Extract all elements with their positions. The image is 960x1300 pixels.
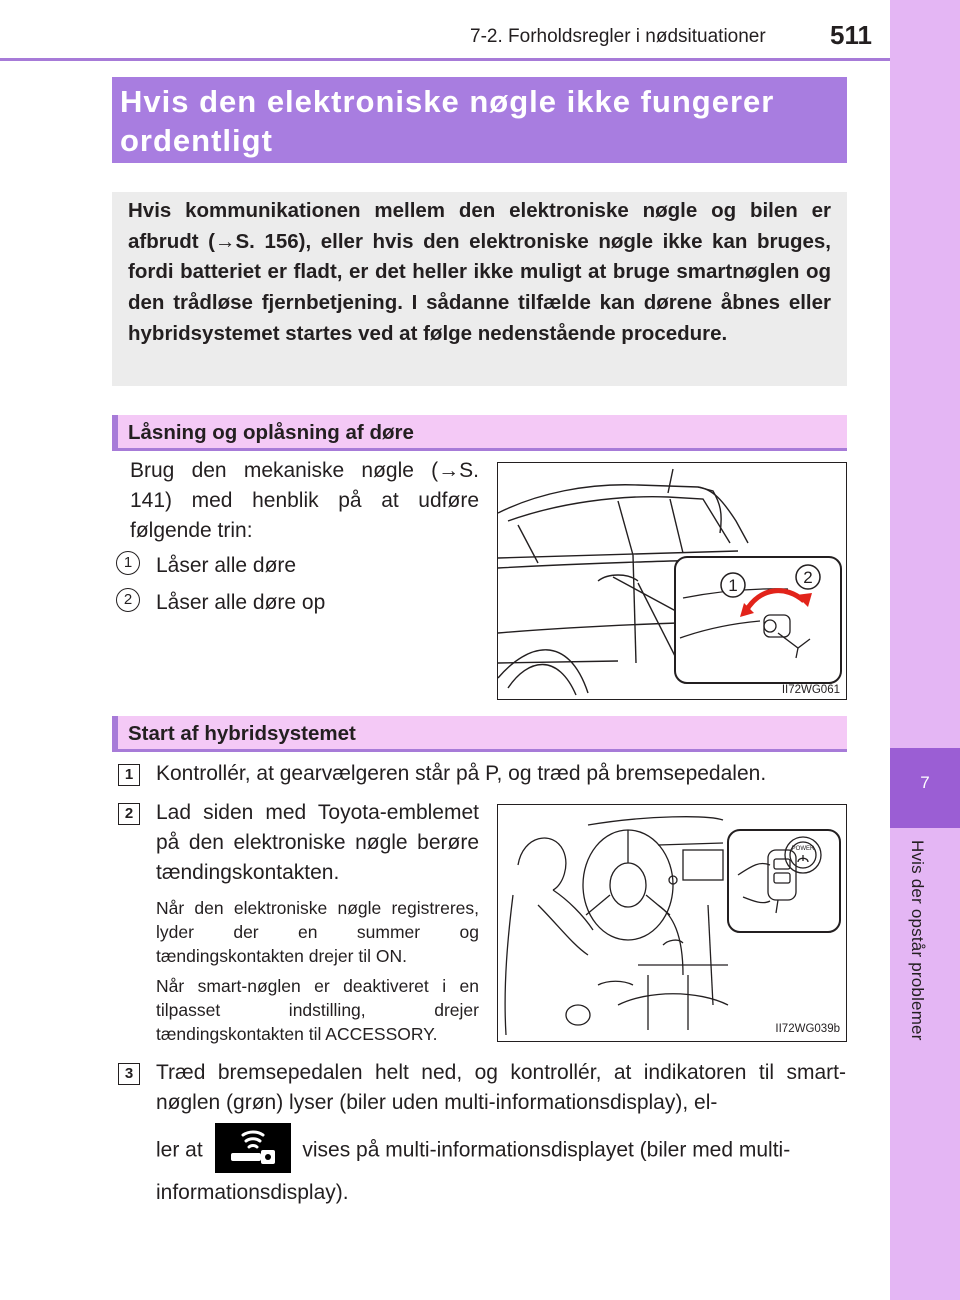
car-door-drawing bbox=[498, 463, 845, 698]
figure-code: II72WG039b bbox=[775, 1023, 840, 1035]
step3-text-post: vises på multi-informationsdisplayet (biler med multi- bbox=[302, 1138, 791, 1162]
step-marker: 3 bbox=[118, 1063, 140, 1085]
section-heading-locking: Låsning og oplåsning af døre bbox=[112, 415, 847, 451]
page-number: 511 bbox=[830, 20, 872, 50]
step2-note-registered: Når den elektroniske nøgle registreres, lyder der en summer og tændingskontakten drejer til ON. bbox=[156, 898, 479, 966]
step2-text: Lad siden med Toyota-emblemet på den elektroniske nøgle berøre tændingskontakten. bbox=[156, 801, 479, 884]
chapter-label: Hvis der opstår problemer bbox=[908, 840, 927, 1041]
step2-note-deactivated: Når smart-nøglen er deaktiveret i en tilpasset indstilling, drejer tændingskontakten til ACCESSORY. bbox=[156, 976, 479, 1044]
page-title-box bbox=[112, 77, 847, 163]
step3-text-pre: ler at bbox=[156, 1138, 203, 1162]
header-rule bbox=[0, 58, 890, 61]
list-item-text: Låser alle døre op bbox=[156, 591, 326, 614]
step-marker: 1 bbox=[118, 764, 140, 786]
chapter-side-tab bbox=[890, 0, 960, 1300]
section1-text: Brug den mekaniske nøgle (→S. 141) med henblik på at udføre følgende trin: bbox=[130, 459, 479, 542]
intro-text: Hvis kommunikationen mellem den elektroniske nøgle og bilen er afbrudt (→S. 156), eller hvis den elektroniske nøgle ikke kan bruges, fordi batteriet er fladt, er det heller ikke muligt at bruge smartnøglen og den trådløse fjernbetjening. I sådanne tilfælde kan dørene åbnes eller hybridsystemet startes ved at følge nedenstående procedure. bbox=[128, 199, 831, 345]
door-lock-illustration bbox=[497, 462, 847, 700]
section-heading-start: Start af hybridsystemet bbox=[112, 716, 847, 752]
list-item bbox=[116, 588, 140, 612]
running-header-section: 7-2. Forholdsregler i nødsituationer bbox=[470, 26, 766, 47]
callout-1: 1 bbox=[728, 576, 738, 595]
ignition-illustration bbox=[497, 804, 847, 1042]
list-item bbox=[116, 551, 140, 575]
power-button-label: POWER bbox=[791, 846, 815, 852]
step1-text: Kontrollér, at gearvælgeren står på P, og træd på bremsepedalen. bbox=[156, 762, 767, 785]
intro-box bbox=[112, 192, 847, 386]
figure-code: II72WG061 bbox=[781, 684, 840, 696]
dashboard-drawing bbox=[498, 805, 845, 1040]
key-indicator-graphic bbox=[215, 1123, 291, 1173]
step3-line-with-icon bbox=[156, 1126, 846, 1176]
list-item-text: Låser alle døre bbox=[156, 554, 297, 577]
smart-key-indicator-icon bbox=[215, 1123, 291, 1173]
callout-2: 2 bbox=[803, 568, 813, 587]
step3-text-end: informationsdisplay). bbox=[156, 1181, 349, 1204]
chapter-number-tab: 7 bbox=[890, 748, 960, 828]
step3-text: Træd bremsepedalen helt ned, og kontrollér, at indikatoren til smart-nøglen (grøn) lyser (biler uden multi-informationsdisplay), el- bbox=[156, 1061, 846, 1114]
item-marker: 2 bbox=[116, 588, 140, 612]
step-marker: 2 bbox=[118, 803, 140, 825]
item-marker: 1 bbox=[116, 551, 140, 575]
page-title: Hvis den elektroniske nøgle ikke fungerer ordentligt bbox=[120, 84, 775, 158]
